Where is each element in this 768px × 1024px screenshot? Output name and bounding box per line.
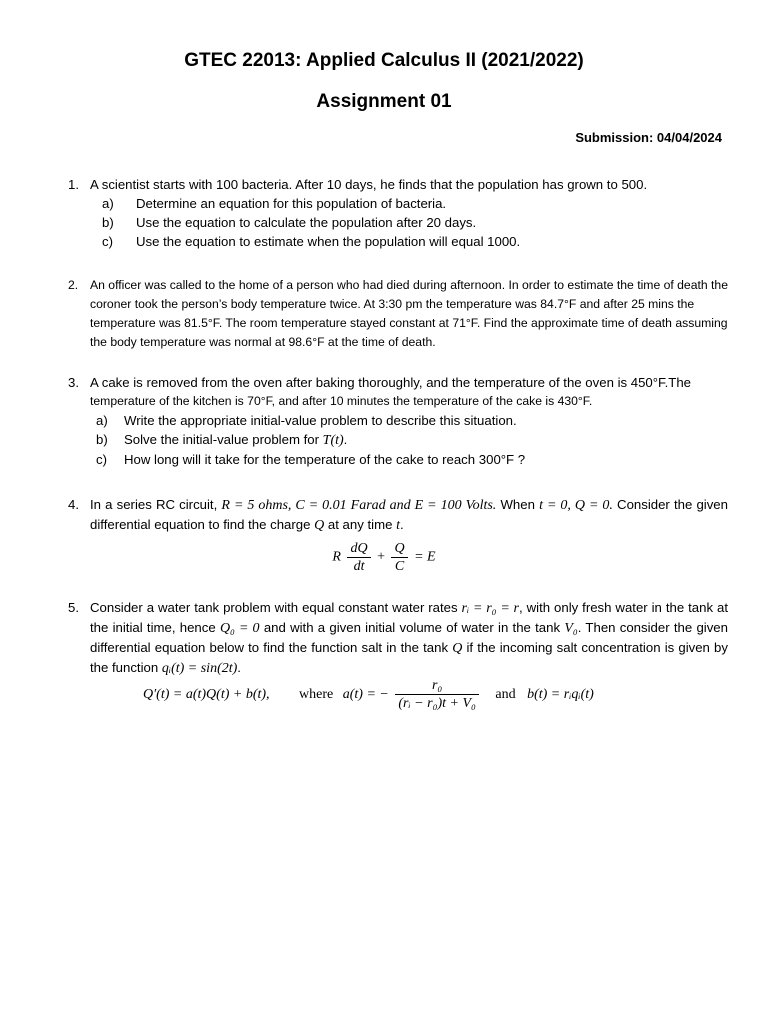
sub-question-c: [90, 450, 728, 469]
sub-text: Use the equation to estimate when the population will equal 1000.: [136, 234, 521, 249]
sub-text: Solve the initial-value problem for: [124, 432, 323, 447]
sub-text: How long will it take for the temperature of the cake to reach 300°F ?: [124, 452, 526, 467]
sub-label: c): [102, 234, 113, 249]
eq-left: Q′(t) = a(t)Q(t) + b(t),: [143, 686, 270, 702]
math-expression: t: [396, 518, 400, 533]
question-5: [68, 598, 728, 678]
fraction-q-c: [391, 540, 407, 575]
submission-date: Submission: 04/04/2024: [575, 130, 722, 145]
sub-question-a: [90, 194, 728, 213]
sub-question-b: [90, 213, 728, 232]
eq-where: where: [299, 686, 334, 702]
sub-text-end: .: [343, 432, 348, 447]
text-part: at any time: [324, 517, 397, 532]
tank-equation: [143, 677, 703, 712]
rc-circuit-equation: [0, 540, 768, 575]
text-part: . Then consider the given differential equation below to find the function salt in the tank: [90, 620, 728, 655]
question-4: [68, 495, 728, 535]
text-part: and with a given initial volume of water in the tank: [259, 620, 565, 635]
fraction-a: [395, 677, 479, 712]
question-text: An officer was called to the home of a person who had died during afternoon. In order to estimate the time of death the coroner took the person’s body temperature twice. At 3:30 pm the temperature was 84.7°F and after 25 mins the temperature was 81.5°F. The room temperature stayed constant at 71°F. Find the approximate time of death assuming the body temperature was normal at 98.6°F at the time of death.: [90, 278, 728, 349]
sub-question-b: [90, 430, 728, 450]
question-3: [68, 373, 728, 469]
math-expression: Q₀ = 0: [219, 621, 260, 636]
text-part: .: [237, 660, 241, 675]
math-expression: t = 0, Q = 0.: [539, 498, 613, 513]
question-number: 4.: [68, 497, 79, 512]
sub-label: c): [96, 452, 107, 467]
numerator: Q: [391, 540, 407, 558]
question-number: 1.: [68, 177, 79, 192]
eq-term: R: [332, 549, 341, 565]
eq-and: and: [495, 686, 516, 702]
math-expression: Q: [314, 518, 325, 533]
text-part: In a series RC circuit,: [90, 497, 222, 512]
math-expression: rᵢ = r₀ = r: [461, 601, 520, 616]
question-text: A scientist starts with 100 bacteria. After 10 days, he finds that the population has grown to 500.: [90, 177, 648, 192]
eq-a: a(t) = −: [342, 686, 389, 702]
denominator: (rᵢ − r₀)t + V₀: [398, 696, 476, 711]
question-number: 5.: [68, 600, 79, 615]
sub-text: Write the appropriate initial-value problem to describe this situation.: [124, 413, 517, 428]
sub-question-c: [90, 232, 728, 251]
sub-label: a): [102, 196, 114, 211]
assignment-title: Assignment 01: [316, 91, 452, 112]
numerator: r₀: [395, 677, 479, 695]
question-text: [90, 495, 728, 535]
math-expression: R = 5 ohms, C = 0.01 Farad and E = 100 Volts.: [221, 498, 497, 513]
sub-question-a: [90, 411, 728, 430]
sub-label: a): [96, 413, 108, 428]
text-part: .: [399, 517, 404, 532]
question-number: 3.: [68, 375, 79, 390]
question-text-line-1: A cake is removed from the oven after baking thoroughly, and the temperature of the oven is 450°F.The: [90, 375, 692, 390]
eq-b: b(t) = rᵢqᵢ(t): [527, 686, 594, 702]
text-part: , with only fresh water in the tank at the initial time, hence: [90, 600, 728, 635]
math-expression: T(t): [322, 433, 344, 448]
question-1: [68, 175, 728, 251]
plus-sign: +: [377, 549, 385, 565]
text-part: Consider the given differential equation to find the charge: [90, 497, 728, 532]
fraction-dq-dt: [347, 540, 370, 575]
question-number: 2.: [68, 278, 79, 292]
math-expression: V₀: [564, 621, 578, 636]
text-part: Consider a water tank problem with equal constant water rates: [90, 600, 462, 615]
math-expression: Q: [452, 641, 463, 656]
sub-label: b): [96, 432, 108, 447]
sub-label: b): [102, 215, 114, 230]
sub-text: Use the equation to calculate the population after 20 days.: [136, 215, 477, 230]
text-part: if the incoming salt concentration is given by the function: [90, 640, 728, 675]
text-part: When: [496, 497, 540, 512]
math-expression: qᵢ(t) = sin(2t): [161, 661, 238, 676]
question-text-line-2: temperature of the kitchen is 70°F, and after 10 minutes the temperature of the cake is 430°F.: [90, 394, 593, 408]
eq-rhs: = E: [414, 549, 436, 565]
course-title: GTEC 22013: Applied Calculus II (2021/2022): [184, 50, 584, 71]
sub-text: Determine an equation for this population of bacteria.: [136, 196, 447, 211]
question-2: [68, 276, 728, 352]
denominator: dt: [353, 559, 365, 574]
numerator: dQ: [347, 540, 370, 558]
denominator: C: [394, 559, 405, 574]
question-text: [90, 598, 728, 678]
